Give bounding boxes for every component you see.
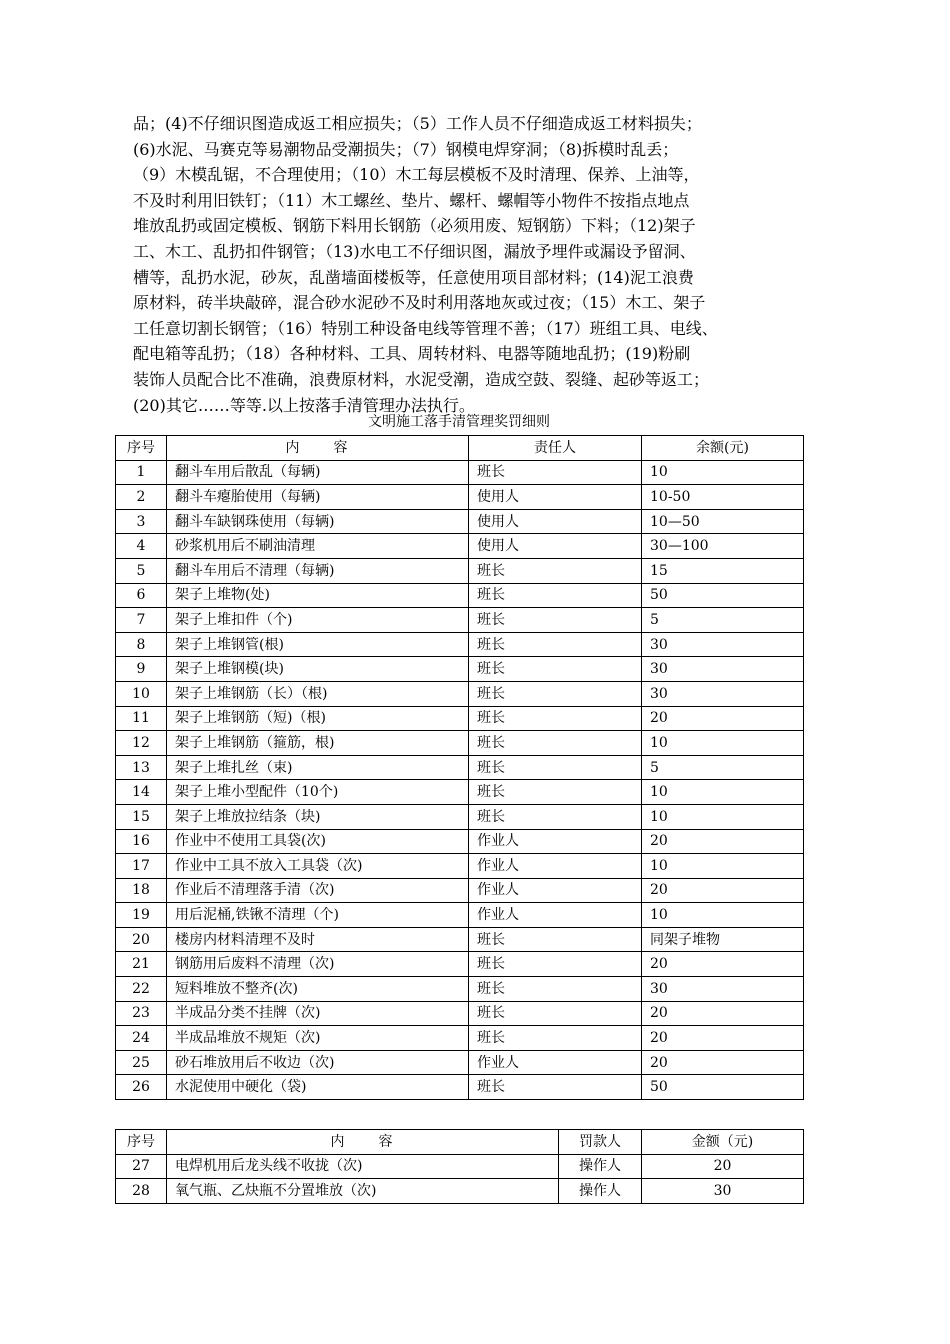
cell-index: 12 xyxy=(116,731,167,756)
header-index: 序号 xyxy=(116,436,167,461)
table-row xyxy=(116,780,804,805)
cell-amount: 10 xyxy=(642,903,804,928)
cell-content: 钢筋用后废料不清理（次) xyxy=(167,952,469,977)
table-row xyxy=(116,977,804,1002)
cell-person: 班长 xyxy=(469,558,642,583)
cell-index: 26 xyxy=(116,1075,167,1100)
table-row xyxy=(116,632,804,657)
cell-index: 28 xyxy=(116,1179,167,1204)
cell-person: 班长 xyxy=(469,608,642,633)
cell-index: 15 xyxy=(116,804,167,829)
cell-index: 10 xyxy=(116,681,167,706)
table-row xyxy=(116,755,804,780)
header-content: 内 容 xyxy=(167,436,469,461)
cell-index: 17 xyxy=(116,854,167,879)
table-row xyxy=(116,952,804,977)
cell-amount: 20 xyxy=(642,1001,804,1026)
paragraph-line: 装饰人员配合比不准确，浪费原材料，水泥受潮，造成空鼓、裂缝、起砂等返工； xyxy=(133,369,710,389)
cell-content: 短料堆放不整齐(次) xyxy=(167,977,469,1002)
cell-person: 作业人 xyxy=(469,829,642,854)
table-caption: 文明施工落手清管理奖罚细则 xyxy=(368,414,550,430)
penalty-table-continued xyxy=(115,1129,804,1204)
cell-amount: 10—50 xyxy=(642,509,804,534)
cell-amount: 5 xyxy=(642,755,804,780)
cell-amount: 30 xyxy=(642,657,804,682)
paragraph-line: 堆放乱扔或固定模板、钢筋下料用长钢筋（必须用废、短钢筋）下料；（12)架子 xyxy=(133,216,696,236)
cell-content: 水泥使用中硬化（袋) xyxy=(167,1075,469,1100)
cell-index: 18 xyxy=(116,878,167,903)
cell-content: 电焊机用后龙头线不收拢（次) xyxy=(167,1154,559,1179)
cell-person: 班长 xyxy=(469,1026,642,1051)
cell-content: 砂石堆放用后不收边（次) xyxy=(167,1050,469,1075)
cell-index: 4 xyxy=(116,534,167,559)
cell-index: 19 xyxy=(116,903,167,928)
cell-content: 架子上堆物(处) xyxy=(167,583,469,608)
cell-amount: 30 xyxy=(642,681,804,706)
cell-amount: 10 xyxy=(642,804,804,829)
header-fined-person: 罚款人 xyxy=(559,1130,642,1155)
cell-content: 楼房内材料清理不及时 xyxy=(167,927,469,952)
table-row xyxy=(116,706,804,731)
table-row xyxy=(116,681,804,706)
cell-content: 架子上堆钢管(根) xyxy=(167,632,469,657)
cell-index: 1 xyxy=(116,460,167,485)
cell-index: 22 xyxy=(116,977,167,1002)
penalty-table xyxy=(115,435,804,1100)
cell-index: 7 xyxy=(116,608,167,633)
cell-amount: 10 xyxy=(642,731,804,756)
cell-person: 班长 xyxy=(469,977,642,1002)
cell-content: 翻斗车瘪胎使用（每辆) xyxy=(167,485,469,510)
cell-person: 班长 xyxy=(469,706,642,731)
header-index: 序号 xyxy=(116,1130,167,1155)
cell-content: 砂浆机用后不刷油清理 xyxy=(167,534,469,559)
cell-person: 操作人 xyxy=(559,1154,642,1179)
cell-person: 操作人 xyxy=(559,1179,642,1204)
table-header-row xyxy=(116,436,804,461)
table-row xyxy=(116,927,804,952)
cell-person: 班长 xyxy=(469,731,642,756)
cell-index: 8 xyxy=(116,632,167,657)
cell-amount: 10 xyxy=(642,854,804,879)
cell-content: 架子上堆钢筋（箍筋，根) xyxy=(167,731,469,756)
table-row xyxy=(116,1154,804,1179)
cell-index: 3 xyxy=(116,509,167,534)
cell-person: 班长 xyxy=(469,583,642,608)
cell-person: 班长 xyxy=(469,657,642,682)
cell-amount: 5 xyxy=(642,608,804,633)
cell-person: 作业人 xyxy=(469,854,642,879)
cell-person: 班长 xyxy=(469,681,642,706)
cell-content: 架子上堆钢筋（短)（根) xyxy=(167,706,469,731)
cell-person: 作业人 xyxy=(469,903,642,928)
table-row xyxy=(116,509,804,534)
cell-amount: 30 xyxy=(642,1179,804,1204)
cell-amount: 30 xyxy=(642,977,804,1002)
cell-index: 21 xyxy=(116,952,167,977)
cell-person: 班长 xyxy=(469,460,642,485)
paragraph-line: （9）木模乱锯，不合理使用；（10）木工每层模板不及时清理、保养、上油等， xyxy=(133,165,700,185)
header-content: 内 容 xyxy=(167,1130,559,1155)
table-row xyxy=(116,1050,804,1075)
table-row xyxy=(116,1075,804,1100)
cell-person: 作业人 xyxy=(469,878,642,903)
cell-amount: 50 xyxy=(642,1075,804,1100)
paragraph-line: 工任意切割长钢管；（16）特别工种设备电线等管理不善；（17）班组工具、电线、 xyxy=(133,318,718,338)
header-amount: 余额(元) xyxy=(642,436,804,461)
cell-content: 架子上堆放拉结条（块) xyxy=(167,804,469,829)
cell-content: 翻斗车用后不清理（每辆) xyxy=(167,558,469,583)
table-row xyxy=(116,731,804,756)
table-row xyxy=(116,1026,804,1051)
cell-content: 作业中工具不放入工具袋（次) xyxy=(167,854,469,879)
table-row xyxy=(116,534,804,559)
cell-index: 16 xyxy=(116,829,167,854)
cell-content: 用后泥桶,铁锹不清理（个) xyxy=(167,903,469,928)
cell-index: 25 xyxy=(116,1050,167,1075)
table-row xyxy=(116,1001,804,1026)
cell-content: 作业中不使用工具袋(次) xyxy=(167,829,469,854)
cell-content: 架子上堆钢模(块) xyxy=(167,657,469,682)
cell-content: 氧气瓶、乙炔瓶不分置堆放（次) xyxy=(167,1179,559,1204)
table-row xyxy=(116,854,804,879)
cell-amount: 20 xyxy=(642,706,804,731)
table-row xyxy=(116,804,804,829)
paragraph-line: 原材料，砖半块敲碎，混合砂水泥砂不及时利用落地灰或过夜；（15）木工、架子 xyxy=(133,293,706,313)
cell-amount: 10 xyxy=(642,460,804,485)
paragraph-line: 品；(4)不仔细识图造成返工相应损失；（5）工作人员不仔细造成返工材料损失； xyxy=(133,114,702,133)
cell-index: 9 xyxy=(116,657,167,682)
table-row xyxy=(116,608,804,633)
intro-paragraph xyxy=(133,111,833,418)
cell-index: 6 xyxy=(116,583,167,608)
cell-amount: 同架子堆物 xyxy=(642,927,804,952)
cell-amount: 20 xyxy=(642,829,804,854)
cell-content: 半成品堆放不规矩（次) xyxy=(167,1026,469,1051)
cell-person: 班长 xyxy=(469,632,642,657)
cell-index: 20 xyxy=(116,927,167,952)
cell-index: 11 xyxy=(116,706,167,731)
table-row xyxy=(116,1179,804,1204)
paragraph-line: 配电箱等乱扔；（18）各种材料、工具、周转材料、电器等随地乱扔；(19)粉刷 xyxy=(133,344,691,364)
table-header-row xyxy=(116,1130,804,1155)
cell-content: 半成品分类不挂牌（次) xyxy=(167,1001,469,1026)
cell-amount: 10 xyxy=(642,780,804,805)
cell-person: 班长 xyxy=(469,755,642,780)
cell-index: 27 xyxy=(116,1154,167,1179)
cell-person: 班长 xyxy=(469,1001,642,1026)
cell-content: 架子上堆扣件（个) xyxy=(167,608,469,633)
cell-amount: 20 xyxy=(642,1050,804,1075)
cell-person: 班长 xyxy=(469,927,642,952)
cell-person: 使用人 xyxy=(469,509,642,534)
cell-content: 架子上堆扎丝（束) xyxy=(167,755,469,780)
cell-content: 架子上堆小型配件（10个) xyxy=(167,780,469,805)
cell-content: 翻斗车用后散乱（每辆) xyxy=(167,460,469,485)
cell-person: 使用人 xyxy=(469,534,642,559)
cell-amount: 20 xyxy=(642,1154,804,1179)
cell-index: 23 xyxy=(116,1001,167,1026)
paragraph-line: (20)其它……等等.以上按落手清管理办法执行。 xyxy=(133,395,475,415)
cell-person: 班长 xyxy=(469,952,642,977)
cell-amount: 20 xyxy=(642,1026,804,1051)
cell-index: 14 xyxy=(116,780,167,805)
table-row xyxy=(116,460,804,485)
cell-index: 24 xyxy=(116,1026,167,1051)
table-row xyxy=(116,657,804,682)
paragraph-line: (6)水泥、马赛克等易潮物品受潮损失；（7）钢模电焊穿洞；（8)拆模时乱丢； xyxy=(133,139,679,159)
paragraph-line: 槽等，乱扔水泥，砂灰，乱凿墙面楼板等，任意使用项目部材料；(14)泥工浪费 xyxy=(133,267,694,287)
cell-person: 使用人 xyxy=(469,485,642,510)
header-responsible: 责任人 xyxy=(469,436,642,461)
cell-amount: 30—100 xyxy=(642,534,804,559)
paragraph-line: 不及时利用旧铁钉；（11）木工螺丝、垫片、螺杆、螺帽等小物件不按指点地点 xyxy=(133,190,690,210)
table-row xyxy=(116,903,804,928)
cell-person: 班长 xyxy=(469,780,642,805)
table-row xyxy=(116,558,804,583)
cell-amount: 20 xyxy=(642,952,804,977)
cell-person: 作业人 xyxy=(469,1050,642,1075)
header-amount: 金额（元) xyxy=(642,1130,804,1155)
cell-amount: 15 xyxy=(642,558,804,583)
cell-amount: 50 xyxy=(642,583,804,608)
cell-amount: 10-50 xyxy=(642,485,804,510)
cell-amount: 20 xyxy=(642,878,804,903)
cell-person: 班长 xyxy=(469,1075,642,1100)
cell-amount: 30 xyxy=(642,632,804,657)
cell-person: 班长 xyxy=(469,804,642,829)
cell-index: 5 xyxy=(116,558,167,583)
table-row xyxy=(116,485,804,510)
cell-content: 架子上堆钢筋（长）（根) xyxy=(167,681,469,706)
cell-index: 2 xyxy=(116,485,167,510)
cell-index: 13 xyxy=(116,755,167,780)
table-row xyxy=(116,583,804,608)
table-row xyxy=(116,878,804,903)
paragraph-line: 工、木工、乱扔扣件钢管；（13)水电工不仔细识图，漏放予埋件或漏设予留洞、 xyxy=(133,241,696,261)
table-row xyxy=(116,829,804,854)
cell-content: 翻斗车缺钢珠使用（每辆) xyxy=(167,509,469,534)
cell-content: 作业后不清理落手清（次) xyxy=(167,878,469,903)
